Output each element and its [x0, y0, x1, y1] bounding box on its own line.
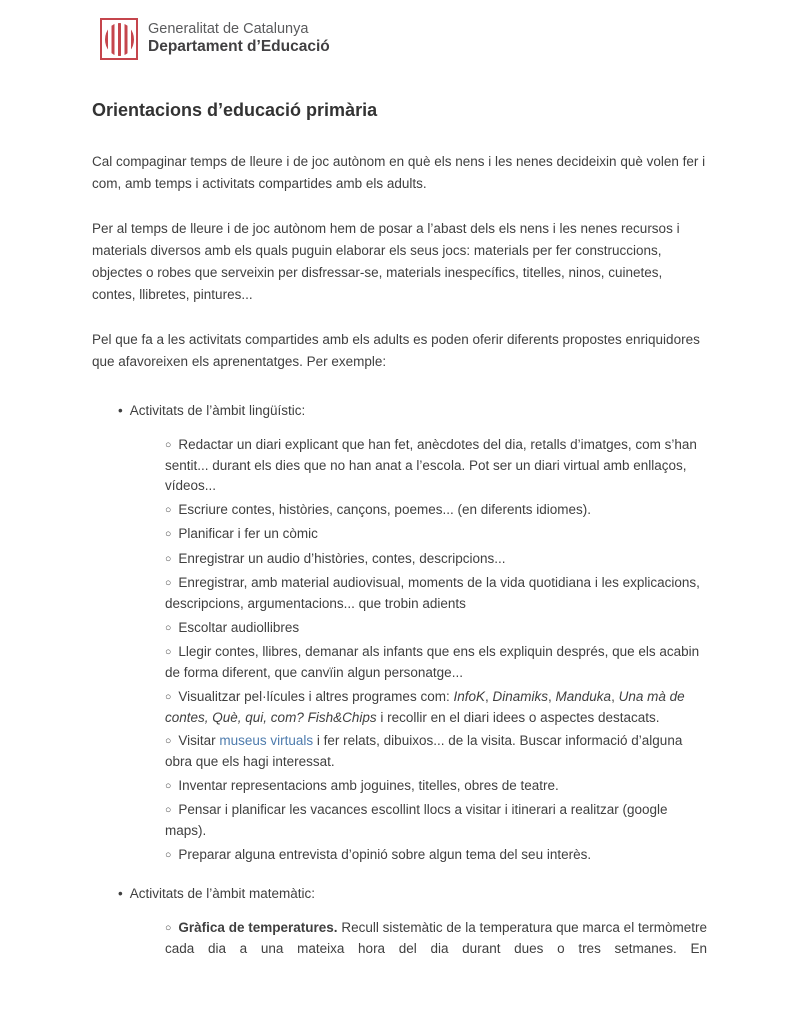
org-name: Generalitat de Catalunya: [148, 20, 309, 37]
paragraph-materials: Per al temps de lleure i de joc autònom hem de posar a l’abast dels els nens i les nenes recursos i materials diversos amb els quals puguin elaborar els seus jocs: materials per fer construccions, objectes o robes que serveixin per disfressar-se, materials inespecífics, titelles, ninos, cuinetes, contes, llibretes, pintures...: [92, 221, 680, 302]
list-item-vacances: ○ Pensar i planificar les vacances escollint llocs a visitar i itinerari a realitzar (google maps).: [165, 800, 707, 841]
list-item-audiollibres: ○ Escoltar audiollibres: [165, 618, 707, 639]
org-text: [148, 21, 330, 58]
section-math: [92, 884, 707, 959]
list-item-visitar: [165, 731, 707, 772]
linguistic-heading: • Activitats de l’àmbit lingüístic:: [92, 401, 707, 421]
list-item-inventar: ○ Inventar representacions amb joguines, titelles, obres de teatre.: [165, 776, 707, 797]
org-department: Departament d’Educació: [148, 38, 330, 56]
org-header: [100, 18, 707, 60]
text-segment: i recollir en el diari idees o aspectes destacats.: [376, 709, 660, 725]
math-list: [92, 918, 707, 959]
paragraph-activities: Pel que fa a les activitats compartides amb els adults es poden oferir diferents propostes enriquidores que afavoreixen els aprenentatges. Per exemple:: [92, 332, 700, 369]
list-item-visualitzar: [165, 687, 707, 728]
list-item-comic: ○ Planificar i fer un còmic: [165, 524, 707, 545]
list-item-audiovisual: ○ Enregistrar, amb material audiovisual, moments de la vida quotidiana i les explicacions, descripcions, argumentacions... que trobin adients: [165, 573, 707, 614]
list-item-grafica: [165, 918, 707, 959]
program-name: Manduka: [555, 688, 612, 704]
generalitat-logo-icon: [100, 18, 138, 60]
bold-lead: Gràfica de temperatures.: [178, 919, 338, 935]
section-linguistic: [92, 401, 707, 866]
list-item-entrevista: ○ Preparar alguna entrevista d’opinió sobre algun tema del seu interès.: [165, 845, 707, 866]
math-heading: • Activitats de l’àmbit matemàtic:: [92, 884, 707, 904]
text-segment: ,: [484, 688, 493, 704]
list-item-diari: ○ Redactar un diari explicant que han fet, anècdotes del dia, retalls d’imatges, com s’han sentit... durant els dies que no han anat a l’escola. Pot ser un diari virtual amb enllaços, vídeos...: [165, 435, 707, 496]
text-segment: Recull sistemàtic de la temperatura que marca el termòmetre cada dia a una mateixa hora del dia durant dues o tres setmanes. En: [165, 919, 707, 956]
museus-virtuals-link[interactable]: museus virtuals: [219, 733, 314, 748]
senyera-stripes-icon: [105, 23, 134, 56]
text-segment: ,: [611, 688, 619, 704]
text-segment: Visualitzar pel·lícules i altres programes com:: [178, 688, 454, 704]
program-name: Dinamiks: [492, 688, 549, 704]
program-name: InfoK: [453, 688, 485, 704]
text-segment: ,: [548, 688, 556, 704]
page-title: Orientacions d’educació primària: [92, 100, 378, 120]
text-segment: Visitar: [178, 733, 220, 748]
text-segment: i fer relats, dibuixos... de la visita. Buscar informació d’alguna obra que els hagi interessat.: [165, 733, 683, 769]
list-item-escriure: ○ Escriure contes, històries, cançons, poemes... (en diferents idiomes).: [165, 500, 707, 521]
program-name: Una mà de contes, Què, qui, com? Fish&Chips: [165, 688, 685, 725]
linguistic-list: [92, 435, 707, 866]
list-item-llegir: ○ Llegir contes, llibres, demanar als infants que ens els expliquin després, que els acabin de forma diferent, que canvïin algun personatge...: [165, 642, 707, 683]
list-item-audio: ○ Enregistrar un audio d’històries, contes, descripcions...: [165, 549, 707, 570]
paragraph-intro: Cal compaginar temps de lleure i de joc autònom en què els nens i les nenes decideixin què volen fer i com, amb temps i activitats compartides amb els adults.: [92, 154, 706, 191]
